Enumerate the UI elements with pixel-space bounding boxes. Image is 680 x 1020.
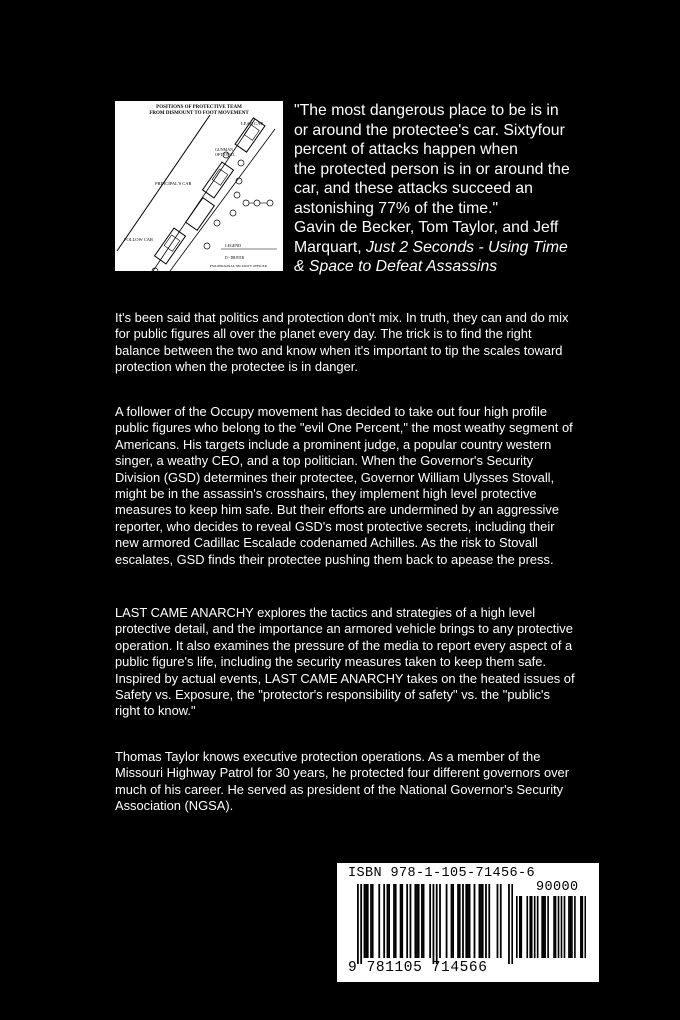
quote-authors-2: Marquart, (294, 238, 362, 256)
barcode-bar (365, 884, 367, 958)
addon-bar (558, 896, 560, 958)
addon-bar (571, 896, 573, 958)
addon-bar (520, 896, 522, 958)
barcode-bar (387, 884, 389, 958)
quote-line-6: astonishing 77% of the time." (294, 199, 499, 217)
quote-line-2: or around the protectee's car. Sixtyfour (294, 121, 565, 139)
addon-barcode-bars (516, 896, 586, 958)
barcode-bar (462, 884, 464, 958)
follow-car-label: FOLLOW CAR (124, 237, 154, 242)
addon-bar (561, 896, 563, 958)
addon-bar (564, 896, 566, 958)
barcode-bar (436, 884, 438, 964)
barcode-bar (500, 884, 502, 958)
barcode-bar (467, 884, 469, 958)
addon-bar (555, 896, 557, 958)
barcode-bar (479, 884, 481, 958)
middle-car-shape (186, 198, 215, 231)
quote-line-5: car, and these attacks succeed an (294, 180, 533, 197)
barcode-bar (416, 884, 418, 958)
barcode-bar (511, 884, 513, 964)
barcode-bar (395, 884, 397, 958)
price-code: 90000 (536, 880, 579, 895)
addon-bar (570, 896, 572, 958)
addon-bar (529, 896, 531, 958)
barcode-bar (406, 884, 408, 958)
barcode-bar (452, 884, 454, 958)
barcode-bar (465, 884, 467, 958)
quote-book-title-1: Just 2 Seconds - Using Time (366, 238, 568, 256)
barcode-bar (497, 884, 499, 958)
barcode-bar (400, 884, 402, 958)
barcode-bar (482, 884, 484, 958)
barcode-bar (360, 884, 362, 964)
quote-line-1: "The most dangerous place to be is in (294, 102, 559, 119)
barcode-bar (378, 884, 380, 958)
barcode-bar (414, 884, 416, 958)
quote-book-title-2: & Space to Defeat Assassins (294, 258, 498, 275)
addon-bar (526, 896, 528, 958)
barcode-bar (459, 884, 461, 958)
addon-bar (553, 896, 555, 958)
protective-team-diagram (115, 101, 283, 271)
paragraph-author-bio: Thomas Taylor knows executive protection operations. As a member of the Missouri Highway Patrol for 30 years, he protected four different governors over much of his career. He served as president of the National Governor's Security Association (NGSA). (115, 749, 570, 814)
quote-authors-2-line (294, 238, 594, 258)
paragraph-themes: LAST CAME ANARCHY explores the tactics and strategies of a high level protective detail, and the importance an armored vehicle brings to any protective operation. It also examines the pressure of the media to report every aspect of a public figure's life, including the security measures taken to keep them safe. Inspired by actual events, LAST CAME ANARCHY takes on the heated issues of Safety vs. Exposure, the "protector's responsibility of safety" vs. the "public's right to know." (115, 605, 575, 719)
barcode-bar (474, 884, 476, 958)
addon-bar (544, 896, 546, 958)
optional-label: OPTIONAL (215, 152, 235, 157)
barcode-bar (383, 884, 385, 958)
quote-authors-1: Gavin de Becker, Tom Taylor, and Jeff (294, 219, 559, 236)
isbn-number: ISBN 978-1-105-71456-6 (348, 866, 536, 881)
barcode-bar (364, 884, 366, 958)
barcode-bar (418, 884, 420, 958)
addon-bar (547, 896, 549, 958)
barcode-bar (446, 884, 448, 958)
legend-title: LEGEND (225, 243, 241, 248)
paragraph-plot: A follower of the Occupy movement has decided to take out four high profile public figures who belong to the "evil One Percent," the most weathy segment of Americans. His targets include a prominent judge, a popular country western singer, a weathy CEO, and a top politician. When the Governor's Security Division (GSD) determines their protectee, Governor William Ulysses Stovall, might be in the assassin's crosshairs, they implement high level protective measures to keep him safe. But their efforts are undermined by an aggressive reporter, who decides to reveal GSD's most protective secrets, including their new armored Cadillac Escalade codenamed Achilles. As the risk to Stovall escalates, GSD finds their protectee pushing them back to apease the press. (115, 404, 573, 567)
addon-bar (585, 896, 586, 958)
legend-driver: D - DRIVER (225, 256, 244, 260)
barcode-bar (439, 884, 441, 958)
barcode-bar (372, 884, 374, 958)
isbn-barcode (337, 863, 599, 982)
ean-barcode-bars (357, 884, 513, 964)
addon-bar (531, 896, 533, 958)
addon-bar (582, 896, 584, 958)
barcode-bar (469, 884, 471, 958)
addon-bar (537, 896, 539, 958)
addon-bar (574, 896, 576, 958)
paragraph-intro: It's been said that politics and protection don't mix. In truth, they can and do mix for public figures all over the planet every day. The trick is to find the right balance between the two and know when it's important to tip the scales toward protection when the protectee is in danger. (115, 310, 569, 375)
barcode-bar (508, 884, 510, 964)
barcode-bar (429, 884, 431, 958)
addon-bar (543, 896, 545, 958)
quote-line-3: percent of attacks happen when (294, 141, 518, 158)
lead-car-label: LEAD CAR (241, 121, 264, 126)
barcode-bar (423, 884, 425, 958)
addon-bar (534, 896, 536, 958)
back-cover-quote (294, 101, 594, 277)
barcode-bar (485, 884, 487, 958)
gunman-label: GUNMAN - (215, 147, 236, 152)
barcode-bar (388, 884, 390, 958)
ean-digits: 9 781105 714566 (348, 960, 488, 976)
addon-bar (568, 896, 570, 958)
barcode-bar (410, 884, 412, 958)
addon-bar (541, 896, 543, 958)
addon-bar (516, 896, 518, 958)
addon-bar (519, 896, 521, 958)
barcode-bar (393, 884, 395, 958)
barcode-bar (421, 884, 423, 958)
barcode-bar (457, 884, 459, 958)
barcode-bar (488, 884, 490, 958)
quote-line-4: the protected person is in or around the (294, 160, 570, 178)
diagram-title-2: FROM DISMOUNT TO FOOT MOVEMENT (149, 111, 249, 116)
barcode-bar (370, 884, 372, 958)
barcode-bar (357, 884, 359, 964)
addon-bar (580, 896, 582, 958)
barcode-bar (480, 884, 482, 958)
barcode-bar (433, 884, 435, 964)
legend-pso: PSO-PERSONAL SECURITY OFFICER (210, 264, 267, 268)
diagram-title-1: POSITIONS OF PROTECTIVE TEAM (156, 105, 242, 110)
barcode-bar (451, 884, 453, 958)
principal-car-shape (203, 162, 234, 198)
barcode-bar (367, 884, 369, 958)
principal-car-label: PRINCIPAL'S CAR (155, 181, 192, 186)
barcode-bar (401, 884, 403, 958)
